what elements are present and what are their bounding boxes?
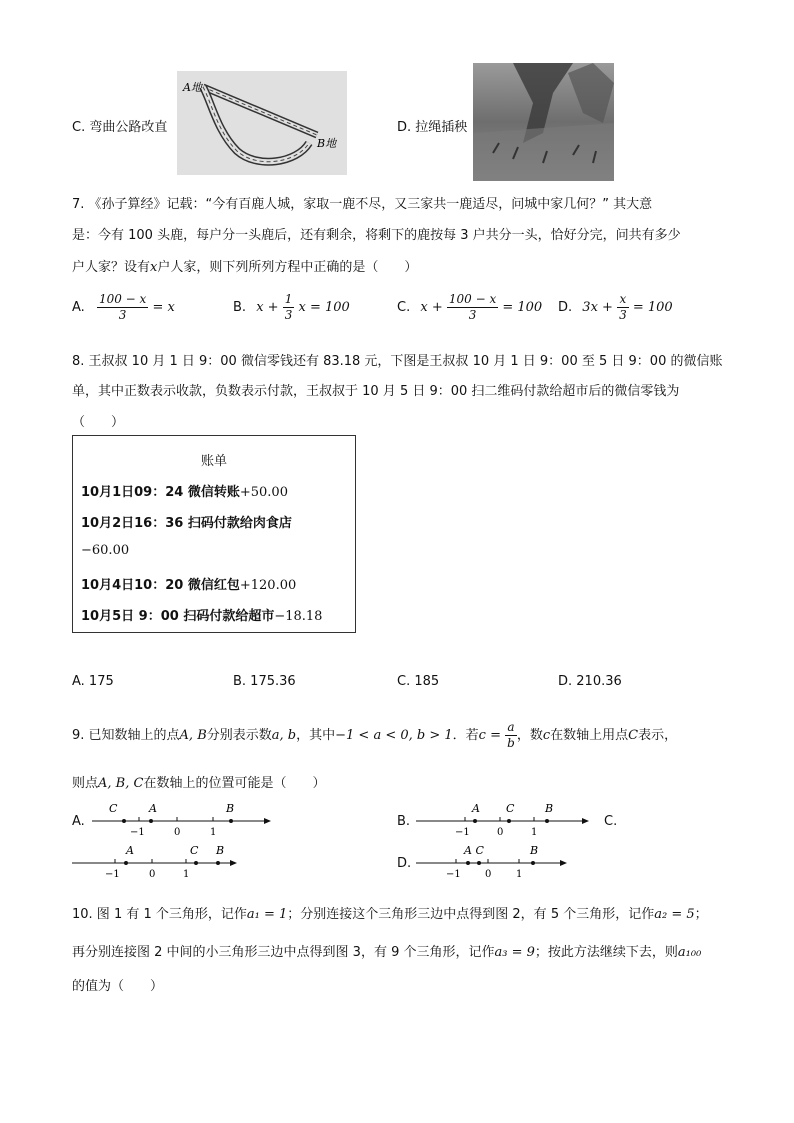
- q6-option-c-label: C. 弯曲公路改直: [72, 120, 168, 135]
- q8-option-a: A. 175: [72, 674, 114, 689]
- nlb-pt-a: A: [472, 802, 480, 815]
- nlb-tick-1: 1: [531, 827, 538, 838]
- q9-option-d-label: D.: [397, 856, 412, 871]
- q9-line-2: 则点A, B, C在数轴上的位置可能是（ ）: [72, 776, 326, 791]
- nld-pt-b: B: [530, 844, 539, 857]
- map-label-a: A地: [183, 81, 202, 94]
- q10-line-1: 10. 图 1 有 1 个三角形，记作a₁ = 1；分别连接这个三角形三边中点得到图 2，有 5 个三角形，记作a₂ = 5；: [72, 907, 708, 922]
- nla-tick-neg1: −1: [130, 827, 145, 838]
- q8-option-d: D. 210.36: [558, 674, 622, 689]
- bill-row-3: −60.00: [81, 543, 130, 558]
- q7-line-3: [72, 256, 417, 275]
- bill-row-4: 10月4日10：20 微信红包+120.00: [81, 578, 297, 593]
- nlc-tick-1: 1: [183, 869, 190, 880]
- number-line-c: [70, 842, 245, 882]
- q7-var-x: x: [150, 260, 158, 275]
- road-diagram: [177, 71, 347, 175]
- nla-tick-1: 1: [210, 827, 217, 838]
- nlb-pt-c: C: [506, 802, 515, 815]
- q7-line-3b: 户人家，则下列所列方程中正确的是（ ）: [157, 260, 418, 275]
- number-line-b: [412, 800, 592, 840]
- nld-tick-neg1: −1: [446, 869, 461, 880]
- rice-planting-photo: [473, 63, 614, 181]
- bill-row-2: 10月2日16：36 扫码付款给肉食店: [81, 516, 292, 531]
- bill-title: 账单: [200, 454, 227, 469]
- q8-option-c: C. 185: [397, 674, 440, 689]
- nlc-tick-neg1: −1: [105, 869, 120, 880]
- q8-line-2: 单，其中正数表示收款，负数表示付款，王叔叔于 10 月 5 日 9：00 扫二维码付款给超市后的微信零钱为: [72, 384, 680, 399]
- q8-option-b: B. 175.36: [233, 674, 296, 689]
- q9-line-1: 9. 已知数轴上的点A, B分别表示数a, b，其中−1 < a < 0, b > 1．若c = $\frac{a}{b}$ ，数c在数轴上用点C表示，: [72, 720, 678, 750]
- bill-box: [72, 435, 356, 633]
- nlb-tick-0: 0: [497, 827, 504, 838]
- nld-tick-0: 0: [485, 869, 492, 880]
- nlc-pt-c: C: [190, 844, 199, 857]
- q7-line-2: 是：今有 100 头鹿，每户分一头鹿后，还有剩余，将剩下的鹿按每 3 户共分一头，恰好分完，问共有多少: [72, 228, 681, 243]
- q7-option-b: B. x + $\frac{1}{3}$ x = 100: [233, 292, 350, 322]
- nld-tick-1: 1: [516, 869, 523, 880]
- nlc-pt-a: A: [126, 844, 134, 857]
- q10-line-3: 的值为（ ）: [72, 979, 164, 994]
- q7-option-a: A. $\frac{100 - x}{3}$ = x: [72, 292, 175, 322]
- nlc-pt-b: B: [216, 844, 225, 857]
- nlc-tick-0: 0: [149, 869, 156, 880]
- bill-row-1: 10月1日09：24 微信转账+50.00: [81, 485, 288, 500]
- map-label-b: B地: [317, 137, 337, 150]
- nlb-pt-b: B: [545, 802, 554, 815]
- nla-tick-0: 0: [174, 827, 181, 838]
- nlb-tick-neg1: −1: [455, 827, 470, 838]
- nla-pt-c: C: [109, 802, 118, 815]
- q9-option-b-label: B.: [397, 814, 411, 829]
- q10-line-2: 再分别连接图 2 中间的小三角形三边中点得到图 3，有 9 个三角形，记作a₃ = 9；按此方法继续下去，则a₁₀₀: [72, 945, 702, 960]
- q7-line-3a: 户人家？设有: [72, 260, 151, 275]
- q7-option-c: C. x + $\frac{100 - x}{3}$ = 100: [397, 292, 543, 322]
- q7-option-d: D. 3x + $\frac{x}{3}$ = 100: [558, 292, 673, 322]
- nla-pt-a: A: [149, 802, 157, 815]
- q7-line-1: 7. 《孙子算经》记载：“今有百鹿人城，家取一鹿不尽，又三家共一鹿适尽，问城中家几何？” 其大意: [72, 197, 653, 212]
- nld-pt-ac: A C: [464, 844, 484, 857]
- q8-line-3: （ ）: [72, 415, 125, 430]
- road-image: [177, 71, 347, 175]
- q6-option-d-label: D. 拉绳插秧: [397, 120, 468, 135]
- q9-option-a-label: A.: [72, 814, 85, 829]
- q8-line-1: 8. 王叔叔 10 月 1 日 9：00 微信零钱还有 83.18 元，下图是王叔叔 10 月 1 日 9：00 至 5 日 9：00 的微信账: [72, 354, 723, 369]
- bill-row-5: 10月5日 9：00 扫码付款给超市−18.18: [81, 609, 323, 624]
- photo-placeholder: [473, 63, 614, 181]
- nla-pt-b: B: [226, 802, 235, 815]
- q9-option-c-label: C.: [604, 814, 618, 829]
- number-line-d: [412, 842, 572, 882]
- number-line-a: [88, 800, 273, 840]
